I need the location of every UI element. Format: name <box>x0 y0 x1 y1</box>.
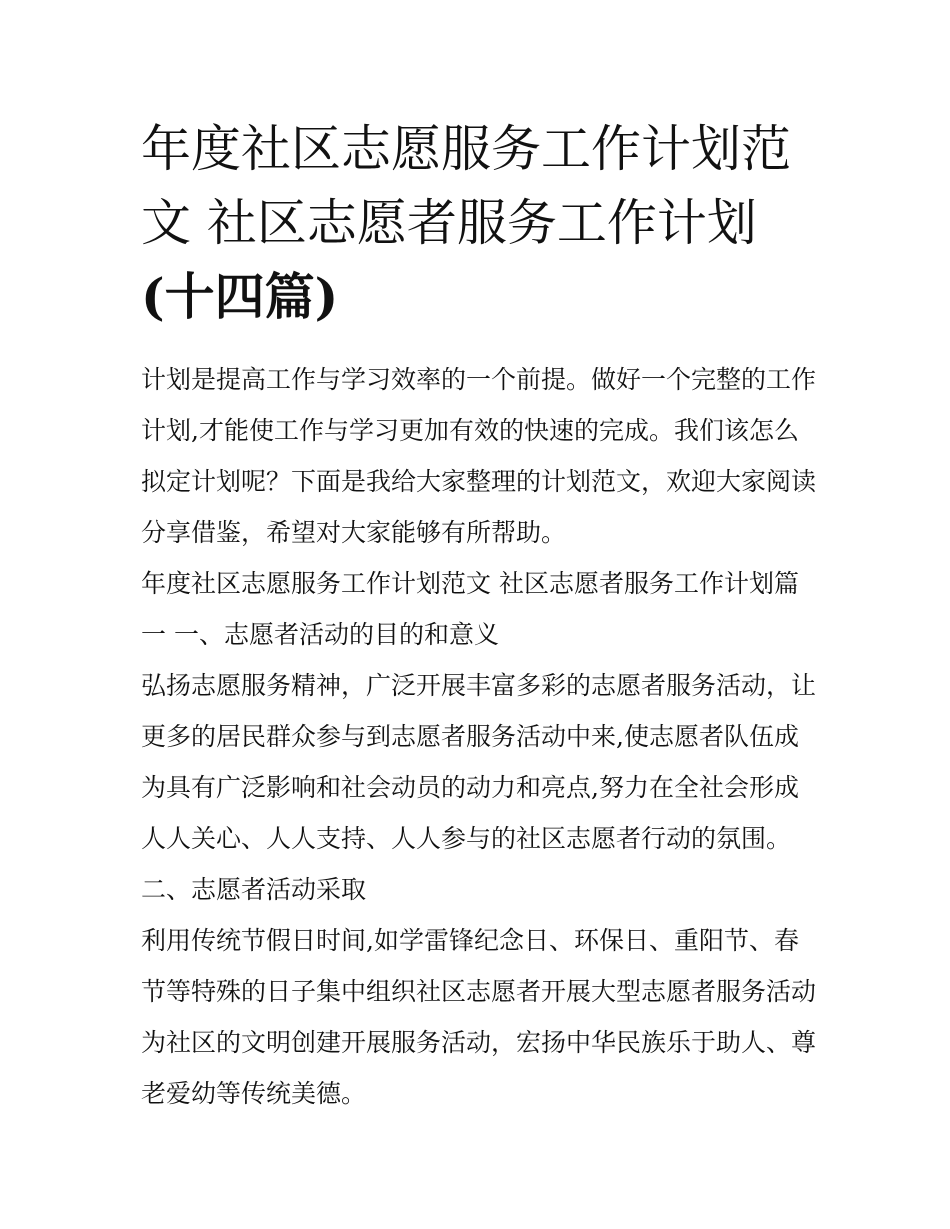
section-heading-line-1: 年度社区志愿服务工作计划范文 社区志愿者服务工作计划篇 <box>141 569 799 598</box>
section-heading-line-2: 一 一、志愿者活动的目的和意义 <box>141 620 499 649</box>
body-line-3: 拟定计划呢？下面是我给大家整理的计划范文，欢迎大家阅读 <box>141 467 817 496</box>
body-line-1: 计划是提高工作与学习效率的一个前提。做好一个完整的工作 <box>141 365 817 394</box>
body-line-2: 计划,才能使工作与学习更加有效的快速的完成。我们该怎么 <box>141 416 799 445</box>
body-line-8: 更多的居民群众参与到志愿者服务活动中来,使志愿者队伍成 <box>141 722 799 751</box>
body-line-14: 为社区的文明创建开展服务活动，宏扬中华民族乐于助人、尊 <box>141 1028 817 1057</box>
body-line-7: 弘扬志愿服务精神，广泛开展丰富多彩的志愿者服务活动，让 <box>141 671 817 700</box>
document-title <box>141 112 821 334</box>
body-line-13: 节等特殊的日子集中组织社区志愿者开展大型志愿者服务活动 <box>141 977 817 1006</box>
section-heading-2: 二、志愿者活动采取 <box>141 875 367 904</box>
body-line-4: 分享借鉴，希望对大家能够有所帮助。 <box>141 518 567 547</box>
body-line-9: 为具有广泛影响和社会动员的动力和亮点,努力在全社会形成 <box>141 773 799 802</box>
document-body <box>141 354 821 1119</box>
document-content <box>141 112 821 1119</box>
title-line-1: 年度社区志愿服务工作计划范 <box>141 120 791 178</box>
body-line-15: 老爱幼等传统美德。 <box>141 1079 367 1108</box>
title-line-2: 文 社区志愿者服务工作计划 <box>141 194 757 252</box>
body-line-10: 人人关心、人人支持、人人参与的社区志愿者行动的氛围。 <box>141 824 792 853</box>
title-line-3: (十四篇) <box>141 267 339 326</box>
body-line-12: 利用传统节假日时间,如学雷锋纪念日、环保日、重阳节、春 <box>141 926 799 955</box>
